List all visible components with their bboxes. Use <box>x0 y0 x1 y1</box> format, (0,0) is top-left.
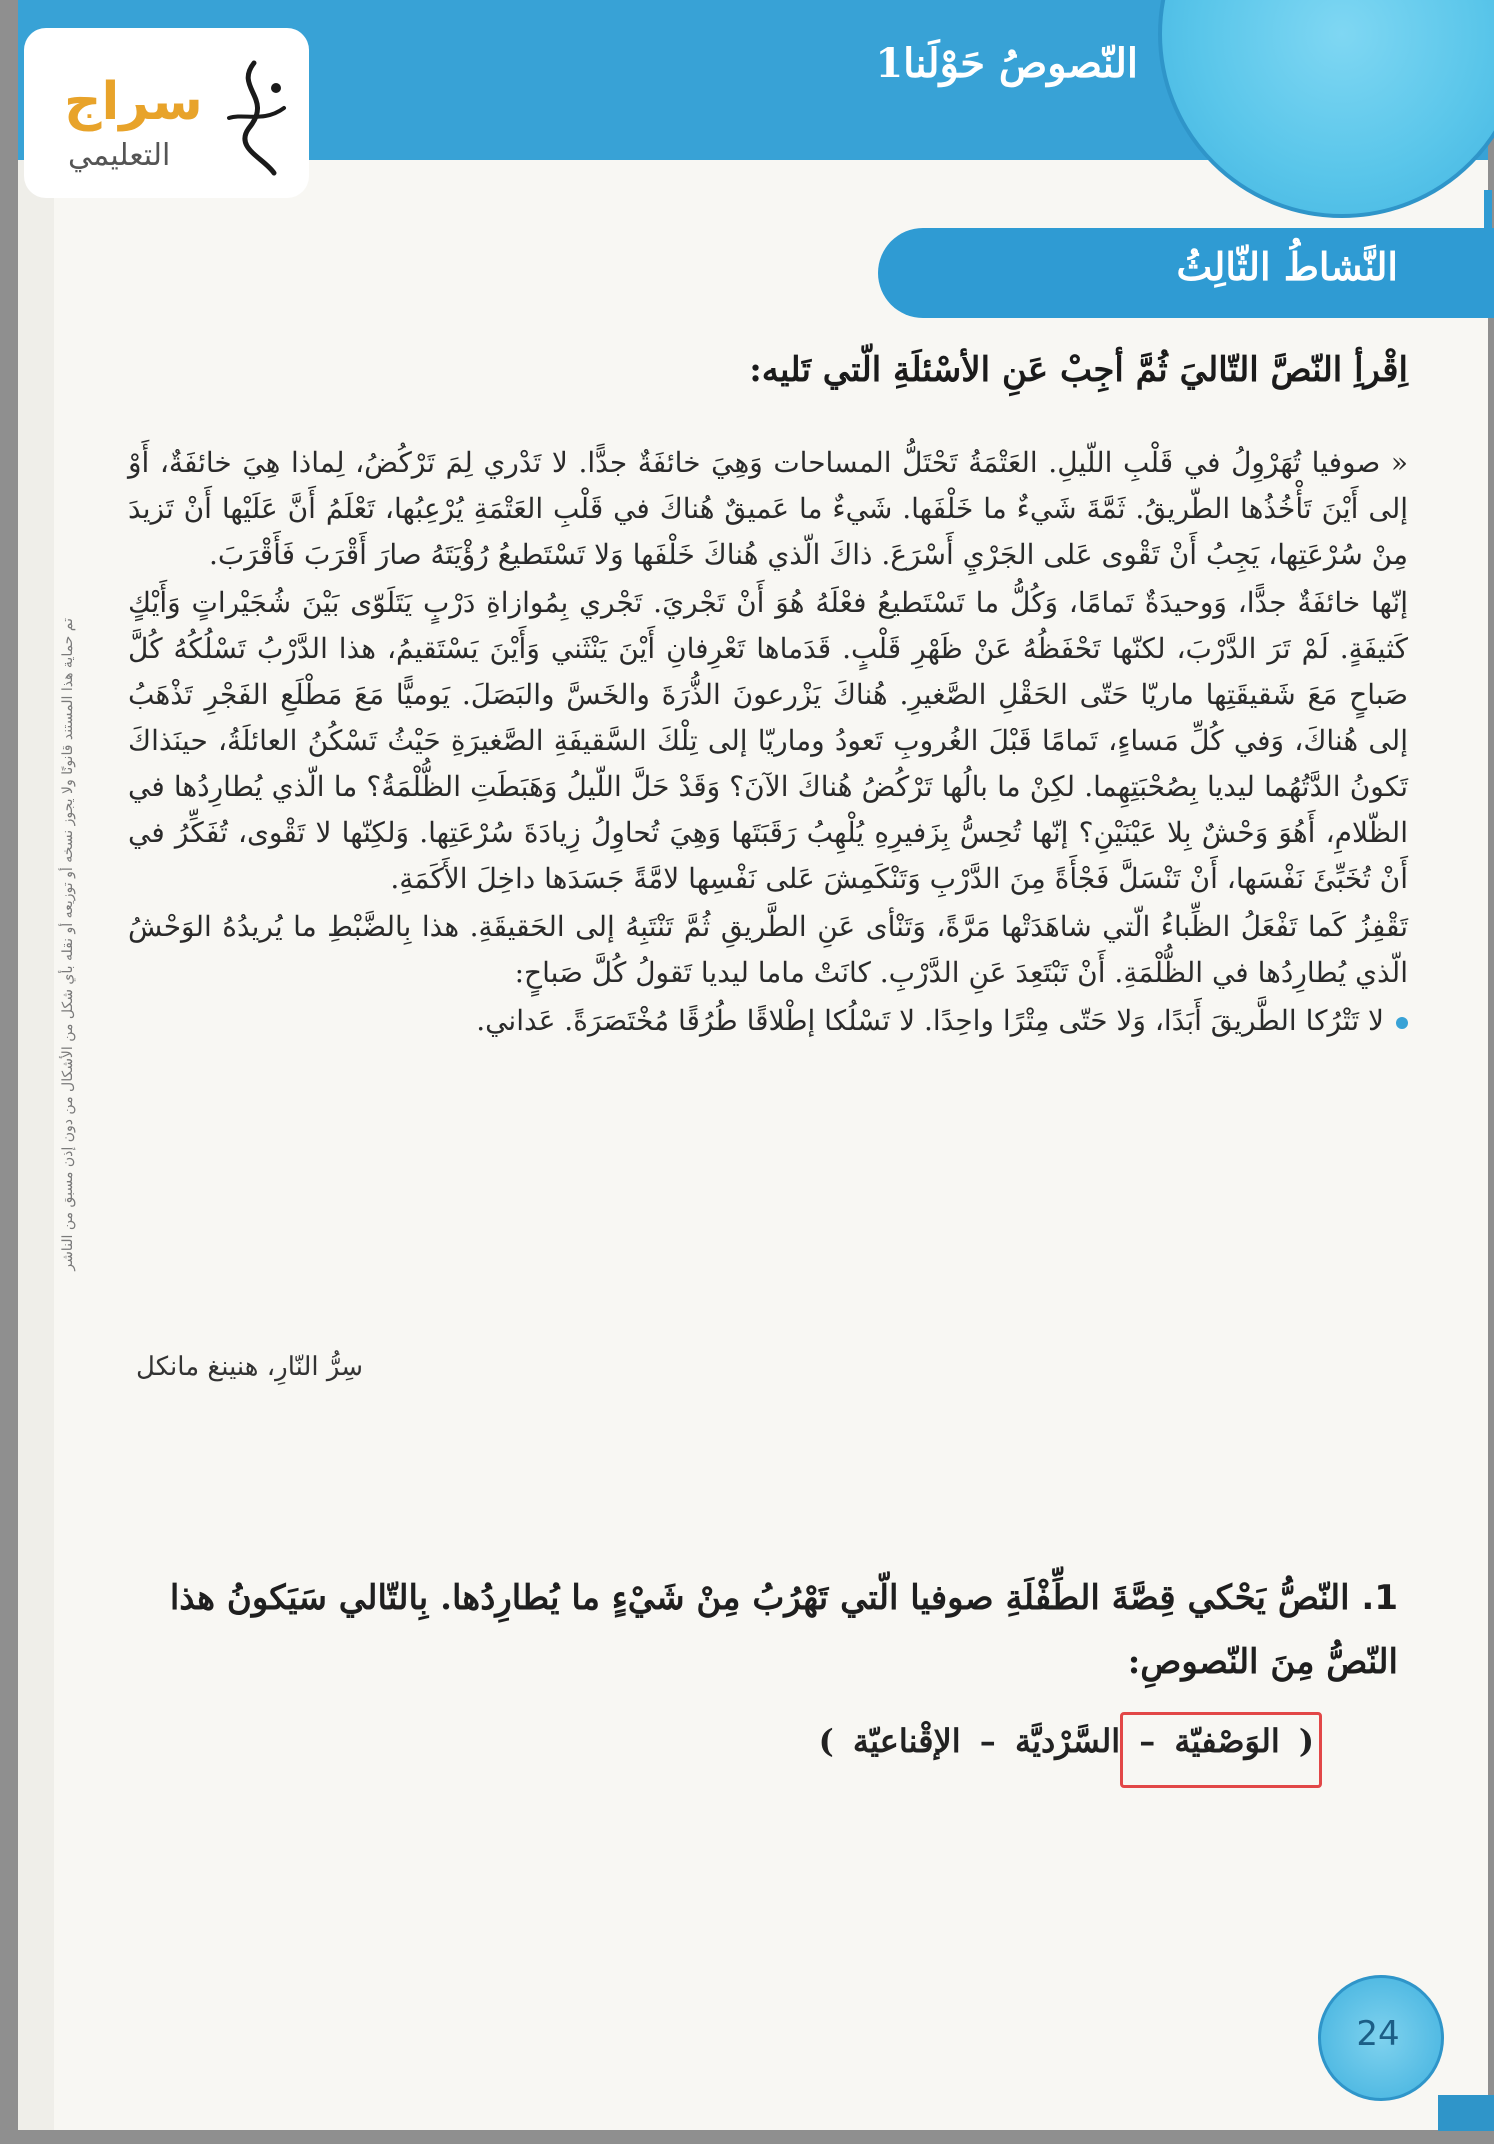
passage-bullet <box>128 998 1408 1044</box>
reading-passage <box>128 440 1408 1046</box>
publisher-logo <box>24 28 309 198</box>
logo-subtitle: التعليمي <box>68 138 171 173</box>
side-margin <box>18 160 76 2130</box>
textbook-page <box>18 0 1488 2130</box>
bullet-text: لا تَتْرُكا الطَّريقَ أَبَدًا، وَلا حَتّى مِتْرًا واحِدًا. لا تَسْلُكا إطْلاقًا طُرُقًا مُخْتَصَرَةً. عَداني. <box>476 1004 1384 1037</box>
unit-title: النّصوصُ حَوْلَنا1 <box>875 40 1138 87</box>
option-descriptive[interactable]: الوَصْفيّة <box>1174 1722 1280 1760</box>
calligraphy-logo-icon <box>214 58 294 178</box>
question-number: 1. <box>1361 1578 1398 1618</box>
options-open-paren: ( <box>1298 1722 1314 1760</box>
reading-instruction: اِقْرأِ النّصَّ التّاليَ ثُمَّ أجِبْ عَنِ الأسْئلَةِ الّتي تَليه: <box>749 350 1408 390</box>
activity-title: النَّشاطُ الثّالِثُ <box>1176 244 1398 289</box>
passage-paragraph: « صوفيا تُهَرْوِلُ في قَلْبِ اللّيلِ. العَتْمَةُ تَحْتَلُّ المساحات وَهِيَ خائفَةٌ جدًّا. لا تَدْري لِمَ تَرْكُضُ، لِماذا هِيَ خائفَةٌ، أَوْ إلى أَيْنَ تَأْخُذُها الطّريقُ. ثَمَّةَ شَيءٌ ما خَلْفَها. شَيءٌ ما عَميقٌ هُناكَ في قَلْبِ العَتْمَةِ يُرْعِبُها، تَعْلَمُ أَنَّ عَلَيْها أَنْ تَزيدَ مِنْ سُرْعَتِها، يَجِبُ أَنْ تَقْوى عَلى الجَرْيِ أَسْرَعَ. ذاكَ الّذي هُناكَ خَلْفَها وَلا تَسْتَطيعُ رُؤْيَتَهُ صارَ أَقْرَبَ فَأَقْرَبَ. <box>128 446 1409 571</box>
corner-accent <box>1438 2095 1494 2131</box>
question-text: النّصُّ يَحْكي قِصَّةَ الطِّفْلَةِ صوفيا الّتي تَهْرُبُ مِنْ شَيْءٍ ما يُطارِدُها. بِالتّالي سَيَكونُ هذا النّصُّ مِنَ النّصوصِ: <box>169 1578 1398 1682</box>
bullet-icon <box>1396 1017 1408 1029</box>
copyright-note: تم حماية هذا المستند قانونًا ولا يجوز نسخه أو توزيعه أو نقله بأي شكل من الأشكال من دون إذن مسبق من الناشر <box>60 618 76 1271</box>
selected-answer-box <box>1120 1712 1322 1788</box>
question-1 <box>158 1566 1398 1694</box>
header-decor-circle <box>1158 0 1494 218</box>
option-narrative[interactable]: السَّرْديَّة <box>1014 1722 1121 1760</box>
option-separator: – <box>979 1722 996 1760</box>
option-separator: – <box>1139 1722 1156 1760</box>
option-persuasive[interactable]: الإقْناعيّة <box>852 1722 961 1760</box>
options-close-paren: ) <box>818 1722 834 1760</box>
passage-paragraph: إنّها خائفَةٌ جدًّا، وَوحيدَةٌ تَمامًا، وَكُلُّ ما تَسْتَطيعُ فعْلَهُ هُوَ أَنْ تَجْريَ. تَجْري بِمُوازاةِ دَرْبٍ يَتَلَوّى بَيْنَ شُجَيْراتٍ وَأَيْكٍ كَثيفَةٍ. لَمْ تَرَ الدَّرْبَ، لكنّها تَحْفَظُهُ عَنْ ظَهْرِ قَلْبٍ. قَدَماها تَعْرِفانِ أَيْنَ يَنْثَني وَأَيْنَ يَسْتَقيمُ، هذا الدَّرْبُ تَسْلُكُهُ كُلَّ صَباحٍ مَعَ شَقيقَتِها ماريّا حَتّى الحَقْلِ الصَّغيرِ. هُناكَ يَزْرعونَ الذُّرَةَ والخَسَّ والبَصَلَ. يَوميًّا مَعَ مَطْلَعِ الفَجْرِ تَذْهَبُ إلى هُناكَ، وَفي كُلِّ مَساءٍ، تَمامًا قَبْلَ الغُروبِ تَعودُ وماريّا إلى تِلْكَ السَّقيفَةِ الصَّغيرَةِ حَيْثُ تَسْكُنُ العائلَةُ، حينَذاكَ تَكونُ الدَّتُهُما ليديا بِصُحْبَتِهِما. لكِنْ ما بالُها تَرْكُضُ هُناكَ الآنَ؟ وَقَدْ حَلَّ اللّيلُ وَهَبَطَتِ الظُّلْمَةُ؟ ما الّذي يُطارِدُها في الظّلامِ، أَهُوَ وَحْشٌ بِلا عَيْنَيْنِ؟ إنّها تُحِسُّ بِزَفيرِهِ يُلْهِبُ رَقَبَتَها وَهِيَ تُحاوِلُ زِيادَةَ سُرْعَتِها. وَلكِنّها لا تَقْوى، تُفَكِّرُ في أَنْ تُخَبِّئَ نَفْسَها، أَنْ تَنْسَلَّ فَجْأَةً مِنَ الدَّرْبِ وَتَنْكَمِشَ عَلى نَفْسِها لامَّةً جَسَدَها داخِلَ الأَكَمَةِ. <box>128 586 1409 895</box>
page-number: 24 <box>1356 2014 1400 2054</box>
logo-name: سراج <box>64 72 203 132</box>
passage-paragraph: تَقْفِزُ كَما تَفْعَلُ الظِّباءُ الّتي شاهَدَتْها مَرَّةً، وَتَنْأى عَنِ الطَّريقِ ثُمَّ تَنْتَبِهُ إلى الحَقيقَةِ. هذا بِالضَّبْطِ ما يُريدُهُ الوَحْشُ الّذي يُطارِدُها في الظُّلْمَةِ. أَنْ تَبْتَعِدَ عَنِ الدَّرْبِ. كانَتْ ماما ليديا تَقولُ كُلَّ صَباحٍ: <box>128 910 1408 989</box>
passage-source: سِرُّ النّارِ، هنينغ مانكل <box>136 1352 364 1382</box>
